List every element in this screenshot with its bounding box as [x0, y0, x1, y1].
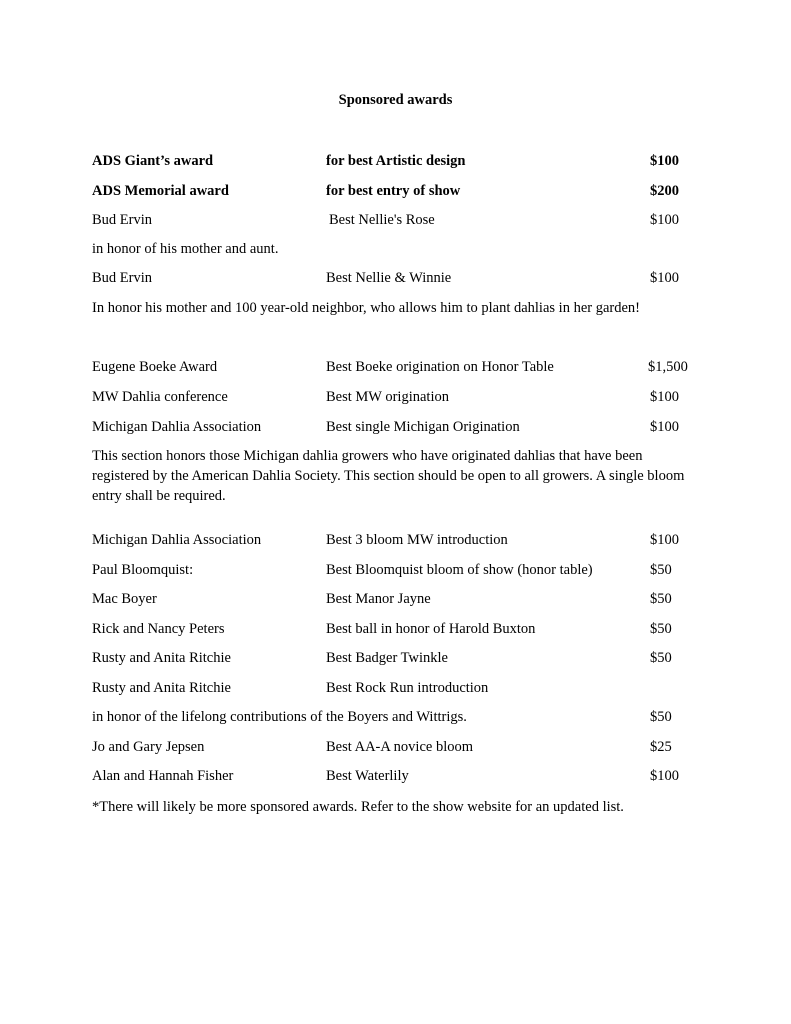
award-amount: $100 [650, 768, 679, 784]
award-amount: $100 [650, 389, 679, 405]
award-amount: $100 [650, 153, 679, 169]
sponsor-name: Mac Boyer [92, 591, 157, 607]
award-row-bud-ervin-2 [0, 268, 791, 288]
footer-note: *There will likely be more sponsored awards. Refer to the show website for an updated list. [92, 799, 624, 815]
award-amount: $100 [650, 270, 679, 286]
award-row-ads-memorial [0, 181, 791, 201]
sponsor-name: Michigan Dahlia Association [92, 419, 262, 435]
award-amount: $50 [650, 591, 672, 607]
sponsor-name: Jo and Gary Jepsen [92, 739, 205, 755]
sponsor-name: Paul Bloomquist: [92, 562, 194, 578]
sponsor-name: Alan and Hannah Fisher [92, 768, 234, 784]
award-description: Best Badger Twinkle [326, 650, 448, 666]
award-description: Best Bloomquist bloom of show (honor table) [326, 562, 593, 578]
section-note: This section honors those Michigan dahlia growers who have originated dahlias that have been registered by the American Dahlia Society. This section should be open to all growers. A single bloom entry shall be required. [92, 448, 685, 504]
sponsor-name: Bud Ervin [92, 270, 153, 286]
award-row-ritchie-rock-run [0, 678, 791, 698]
award-row-mw-dahlia-conference [0, 387, 791, 407]
award-row-ads-giant [0, 151, 791, 171]
honor-note: in honor of the lifelong contributions of the Boyers and Wittrigs. [92, 709, 467, 725]
award-amount: $50 [650, 621, 672, 637]
award-description: Best Waterlily [326, 768, 409, 784]
award-amount: $1,500 [648, 359, 688, 375]
sponsor-name: Rusty and Anita Ritchie [92, 650, 231, 666]
sponsor-name: Michigan Dahlia Association [92, 532, 262, 548]
award-amount: $100 [650, 419, 679, 435]
award-row-eugene-boeke [0, 357, 791, 377]
sponsor-name: ADS Memorial award [92, 183, 229, 199]
award-description: Best Manor Jayne [326, 591, 431, 607]
sponsor-name: ADS Giant’s award [92, 153, 214, 169]
award-row-rick-nancy-peters [0, 619, 791, 639]
award-amount: $100 [650, 212, 679, 228]
sponsor-name: MW Dahlia conference [92, 389, 228, 405]
award-description: Best Nellie & Winnie [326, 270, 452, 286]
sponsor-name: Rick and Nancy Peters [92, 621, 225, 637]
award-description: Best Boeke origination on Honor Table [326, 359, 554, 375]
award-description: Best AA-A novice bloom [326, 739, 474, 755]
honor-note: In honor his mother and 100 year-old neighbor, who allows him to plant dahlias in her garden! [92, 300, 640, 316]
award-row-ritchie-badger-twinkle [0, 648, 791, 668]
award-amount: $200 [650, 183, 679, 199]
award-description: Best MW origination [326, 389, 449, 405]
sponsor-name: Rusty and Anita Ritchie [92, 680, 231, 696]
award-description: Best 3 bloom MW introduction [326, 532, 508, 548]
award-description: Best Nellie's Rose [329, 212, 435, 228]
award-amount: $50 [650, 562, 672, 578]
award-amount: $100 [650, 532, 679, 548]
award-row-bud-ervin-1 [0, 210, 791, 230]
award-row-fisher [0, 766, 791, 786]
award-description: Best Rock Run introduction [326, 680, 489, 696]
honor-note-row [0, 707, 791, 727]
sponsor-name: Bud Ervin [92, 212, 153, 228]
honor-note: in honor of his mother and aunt. [92, 241, 279, 257]
page-title: Sponsored awards [338, 92, 453, 108]
award-row-michigan-3-bloom [0, 530, 791, 550]
award-row-paul-bloomquist [0, 560, 791, 580]
award-row-mac-boyer [0, 589, 791, 609]
award-description: Best ball in honor of Harold Buxton [326, 621, 536, 637]
award-amount: $50 [650, 650, 672, 666]
award-row-jepsen [0, 737, 791, 757]
award-description: for best Artistic design [326, 153, 466, 169]
award-row-michigan-dahlia-association [0, 417, 791, 437]
sponsor-name: Eugene Boeke Award [92, 359, 218, 375]
award-amount: $50 [650, 709, 672, 725]
award-amount: $25 [650, 739, 672, 755]
award-description: Best single Michigan Origination [326, 419, 520, 435]
award-description: for best entry of show [326, 183, 461, 199]
